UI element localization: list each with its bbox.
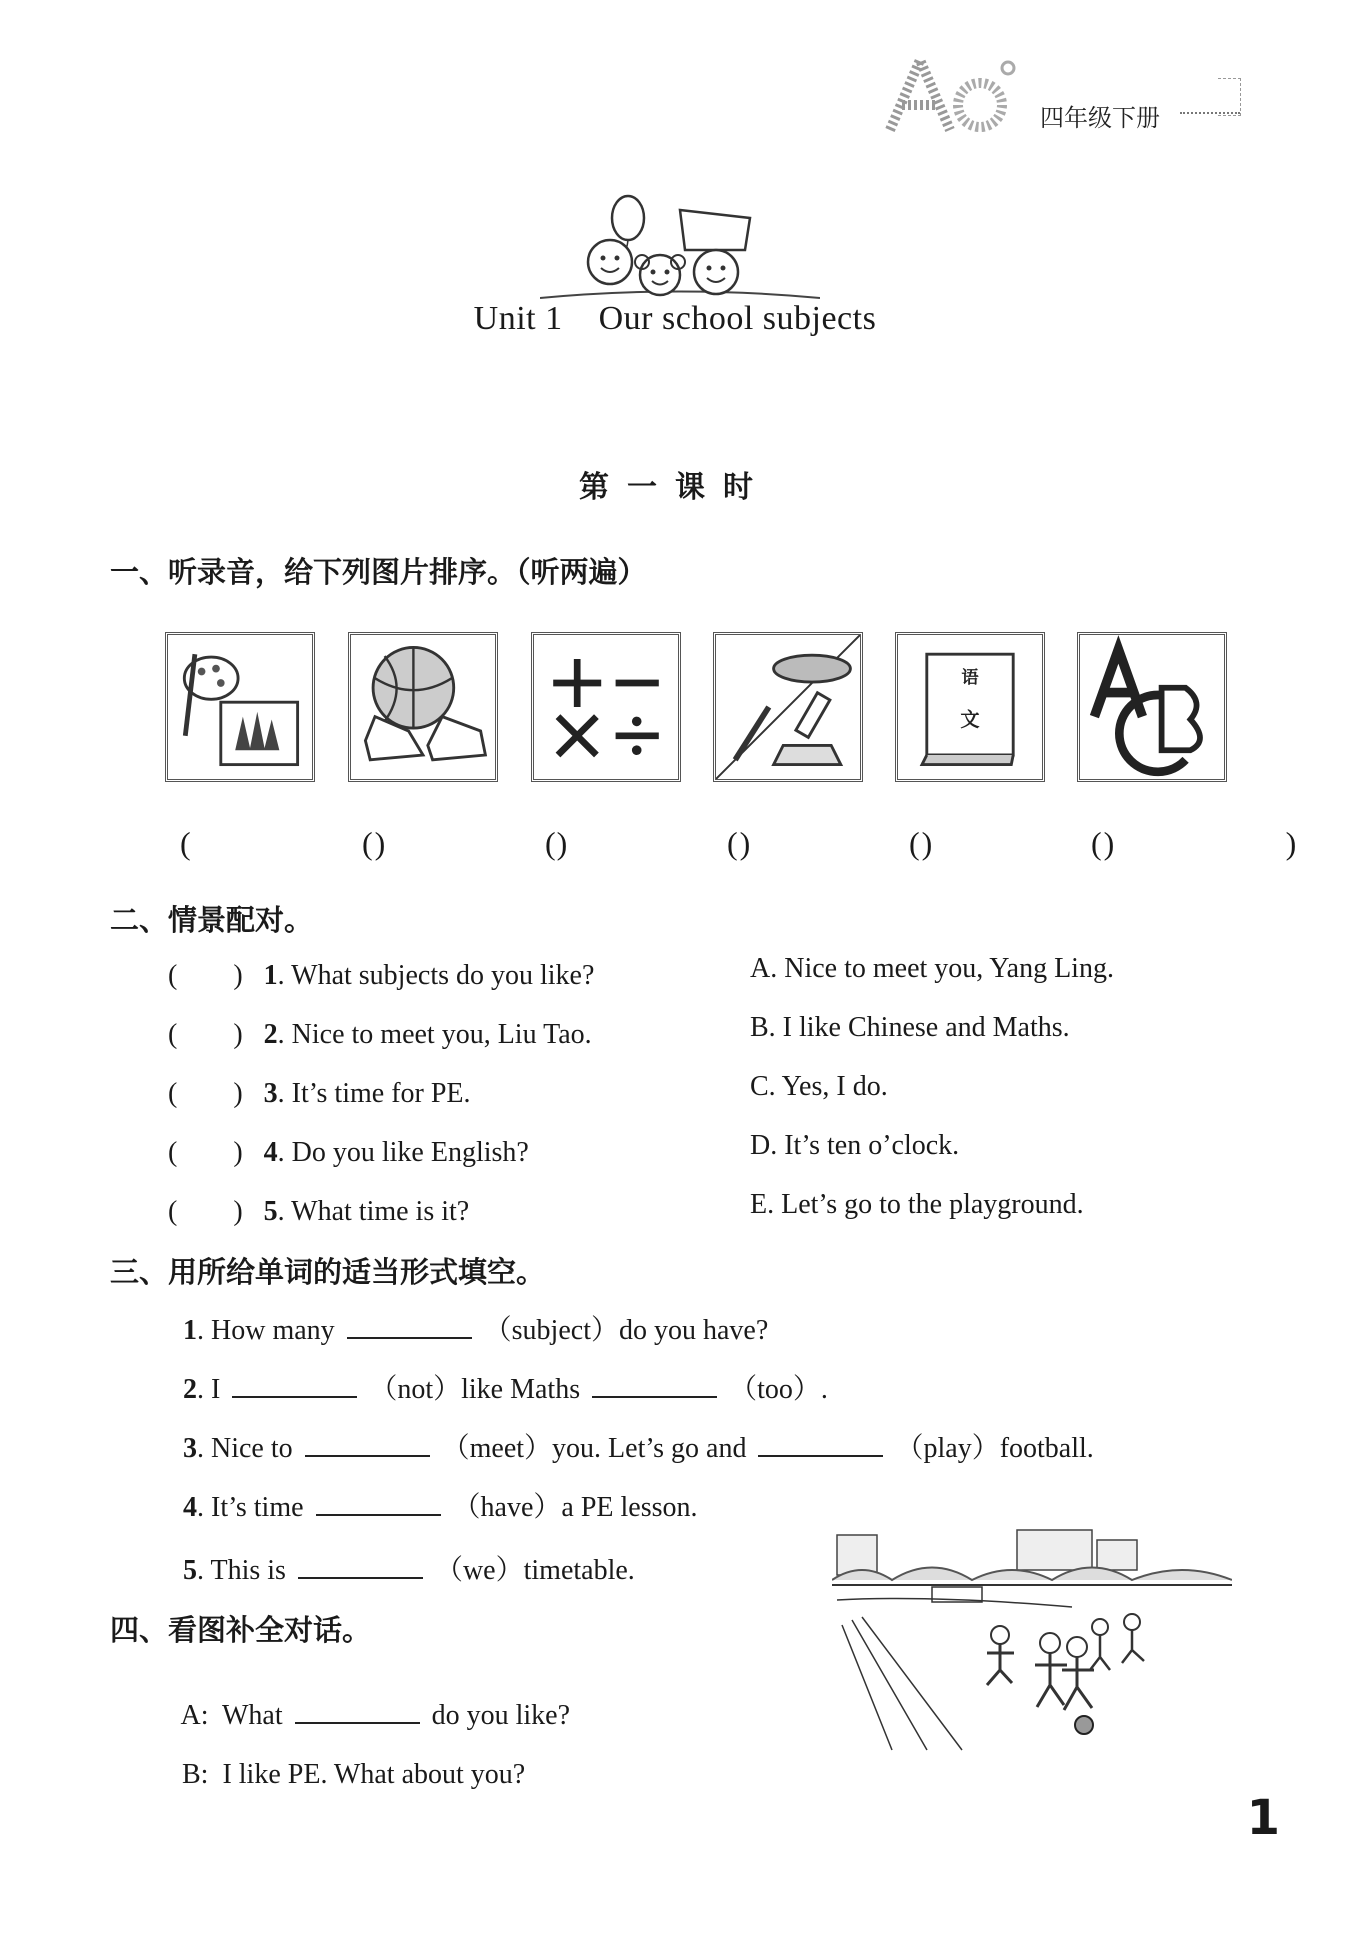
fill-item: [183, 1308, 768, 1348]
match-bracket[interactable]: ( ): [168, 1196, 243, 1227]
picture-science: [713, 632, 863, 782]
item-text: . This is: [197, 1555, 286, 1586]
picture-pe: [348, 632, 498, 782]
answer-bracket[interactable]: ( ): [545, 825, 791, 861]
picture-chinese: [895, 632, 1045, 782]
fill-item: [183, 1548, 635, 1588]
match-question: [168, 1071, 471, 1111]
abc-letters-icon: [1080, 635, 1224, 779]
match-question: [168, 953, 594, 993]
fill-item: [183, 1367, 828, 1407]
item-number: 5: [183, 1555, 197, 1586]
dialogue-text: do you like?: [431, 1700, 571, 1731]
match-question: [168, 1189, 469, 1229]
item-text: （play）football.: [895, 1433, 1094, 1464]
answer-bracket[interactable]: ( ): [180, 825, 426, 861]
match-answer: B. I like Chinese and Maths.: [750, 1012, 1070, 1043]
item-text: （subject）do you have?: [483, 1315, 769, 1346]
answer-blank[interactable]: [758, 1454, 883, 1457]
match-answer: C. Yes, I do.: [750, 1071, 888, 1102]
answer-bracket[interactable]: ( ): [1091, 825, 1337, 861]
lesson-title: 第一课时: [579, 470, 771, 505]
question-text: . Nice to meet you, Liu Tao.: [277, 1019, 592, 1050]
section2-title: 二、情景配对。: [110, 903, 314, 937]
unit-title: Unit 1 Our school subjects: [473, 300, 877, 337]
dialogue-line: [168, 1668, 570, 1732]
header-bracket: [1218, 78, 1241, 116]
question-number: 1: [263, 960, 278, 991]
item-text: . How many: [197, 1315, 335, 1346]
answer-blank[interactable]: [316, 1513, 441, 1516]
question-text: . It’s time for PE.: [277, 1078, 471, 1109]
item-text: . I: [197, 1374, 221, 1405]
item-number: 1: [183, 1315, 197, 1346]
question-number: 4: [263, 1137, 278, 1168]
answer-bracket[interactable]: ( ): [727, 825, 973, 861]
item-text: （too）.: [729, 1374, 828, 1405]
playground-illustration: [832, 1525, 1232, 1755]
header-logo-icon: [880, 50, 1025, 135]
dialogue-text: B: I like PE. What about you?: [182, 1759, 526, 1790]
section3-title: 三、用所给单词的适当形式填空。: [110, 1255, 546, 1289]
question-number: 2: [263, 1019, 278, 1050]
item-text: . Nice to: [197, 1433, 293, 1464]
picture-maths: [531, 632, 681, 782]
match-answer: A. Nice to meet you, Yang Ling.: [750, 953, 1114, 984]
picture-english: [1077, 632, 1227, 782]
answer-bracket[interactable]: ( ): [909, 825, 1155, 861]
match-question: [168, 1012, 592, 1052]
item-text: . It’s time: [197, 1492, 304, 1523]
answer-blank[interactable]: [592, 1395, 717, 1398]
question-number: 3: [263, 1078, 278, 1109]
match-question: [168, 1130, 529, 1170]
answer-blank[interactable]: [347, 1336, 472, 1339]
match-bracket[interactable]: ( ): [168, 1137, 243, 1168]
fill-item: [183, 1426, 1094, 1466]
section4-title: 四、看图补全对话。: [110, 1613, 372, 1647]
section1-title: 一、听录音，给下列图片排序。（听两遍）: [110, 555, 647, 589]
item-text: （we）timetable.: [434, 1555, 635, 1586]
question-text: . What time is it?: [277, 1196, 470, 1227]
match-bracket[interactable]: ( ): [168, 1078, 243, 1109]
svg-text:文: 文: [960, 708, 980, 732]
science-icon: [716, 635, 860, 779]
item-number: 4: [183, 1492, 197, 1523]
match-bracket[interactable]: ( ): [168, 1019, 243, 1050]
item-text: （meet）you. Let’s go and: [441, 1433, 747, 1464]
question-text: . What subjects do you like?: [277, 960, 595, 991]
answer-bracket[interactable]: ( ): [362, 825, 608, 861]
page-number: 1: [1246, 1790, 1280, 1846]
answer-blank[interactable]: [295, 1721, 420, 1724]
answer-blank[interactable]: [298, 1576, 423, 1579]
item-text: （have）a PE lesson.: [452, 1492, 698, 1523]
chinese-book-icon: [898, 635, 1042, 779]
maths-symbols-icon: [534, 635, 678, 779]
picture-art: [165, 632, 315, 782]
dialogue-text: A: What: [180, 1700, 283, 1731]
kids-illustration: [540, 190, 820, 310]
basketball-shoes-icon: [351, 635, 495, 779]
match-answer: E. Let’s go to the playground.: [750, 1189, 1084, 1220]
answer-blank[interactable]: [305, 1454, 430, 1457]
fill-item: [183, 1485, 698, 1525]
svg-text:语: 语: [961, 668, 979, 688]
grade-label: 四年级下册: [1040, 104, 1160, 132]
dialogue-line: [168, 1727, 525, 1791]
art-palette-icon: [168, 635, 312, 779]
item-number: 3: [183, 1433, 197, 1464]
item-text: （not）like Maths: [369, 1374, 581, 1405]
item-number: 2: [183, 1374, 197, 1405]
match-bracket[interactable]: ( ): [168, 960, 243, 991]
question-text: . Do you like English?: [277, 1137, 529, 1168]
answer-blank[interactable]: [232, 1395, 357, 1398]
match-answer: D. It’s ten o’clock.: [750, 1130, 960, 1161]
question-number: 5: [263, 1196, 278, 1227]
